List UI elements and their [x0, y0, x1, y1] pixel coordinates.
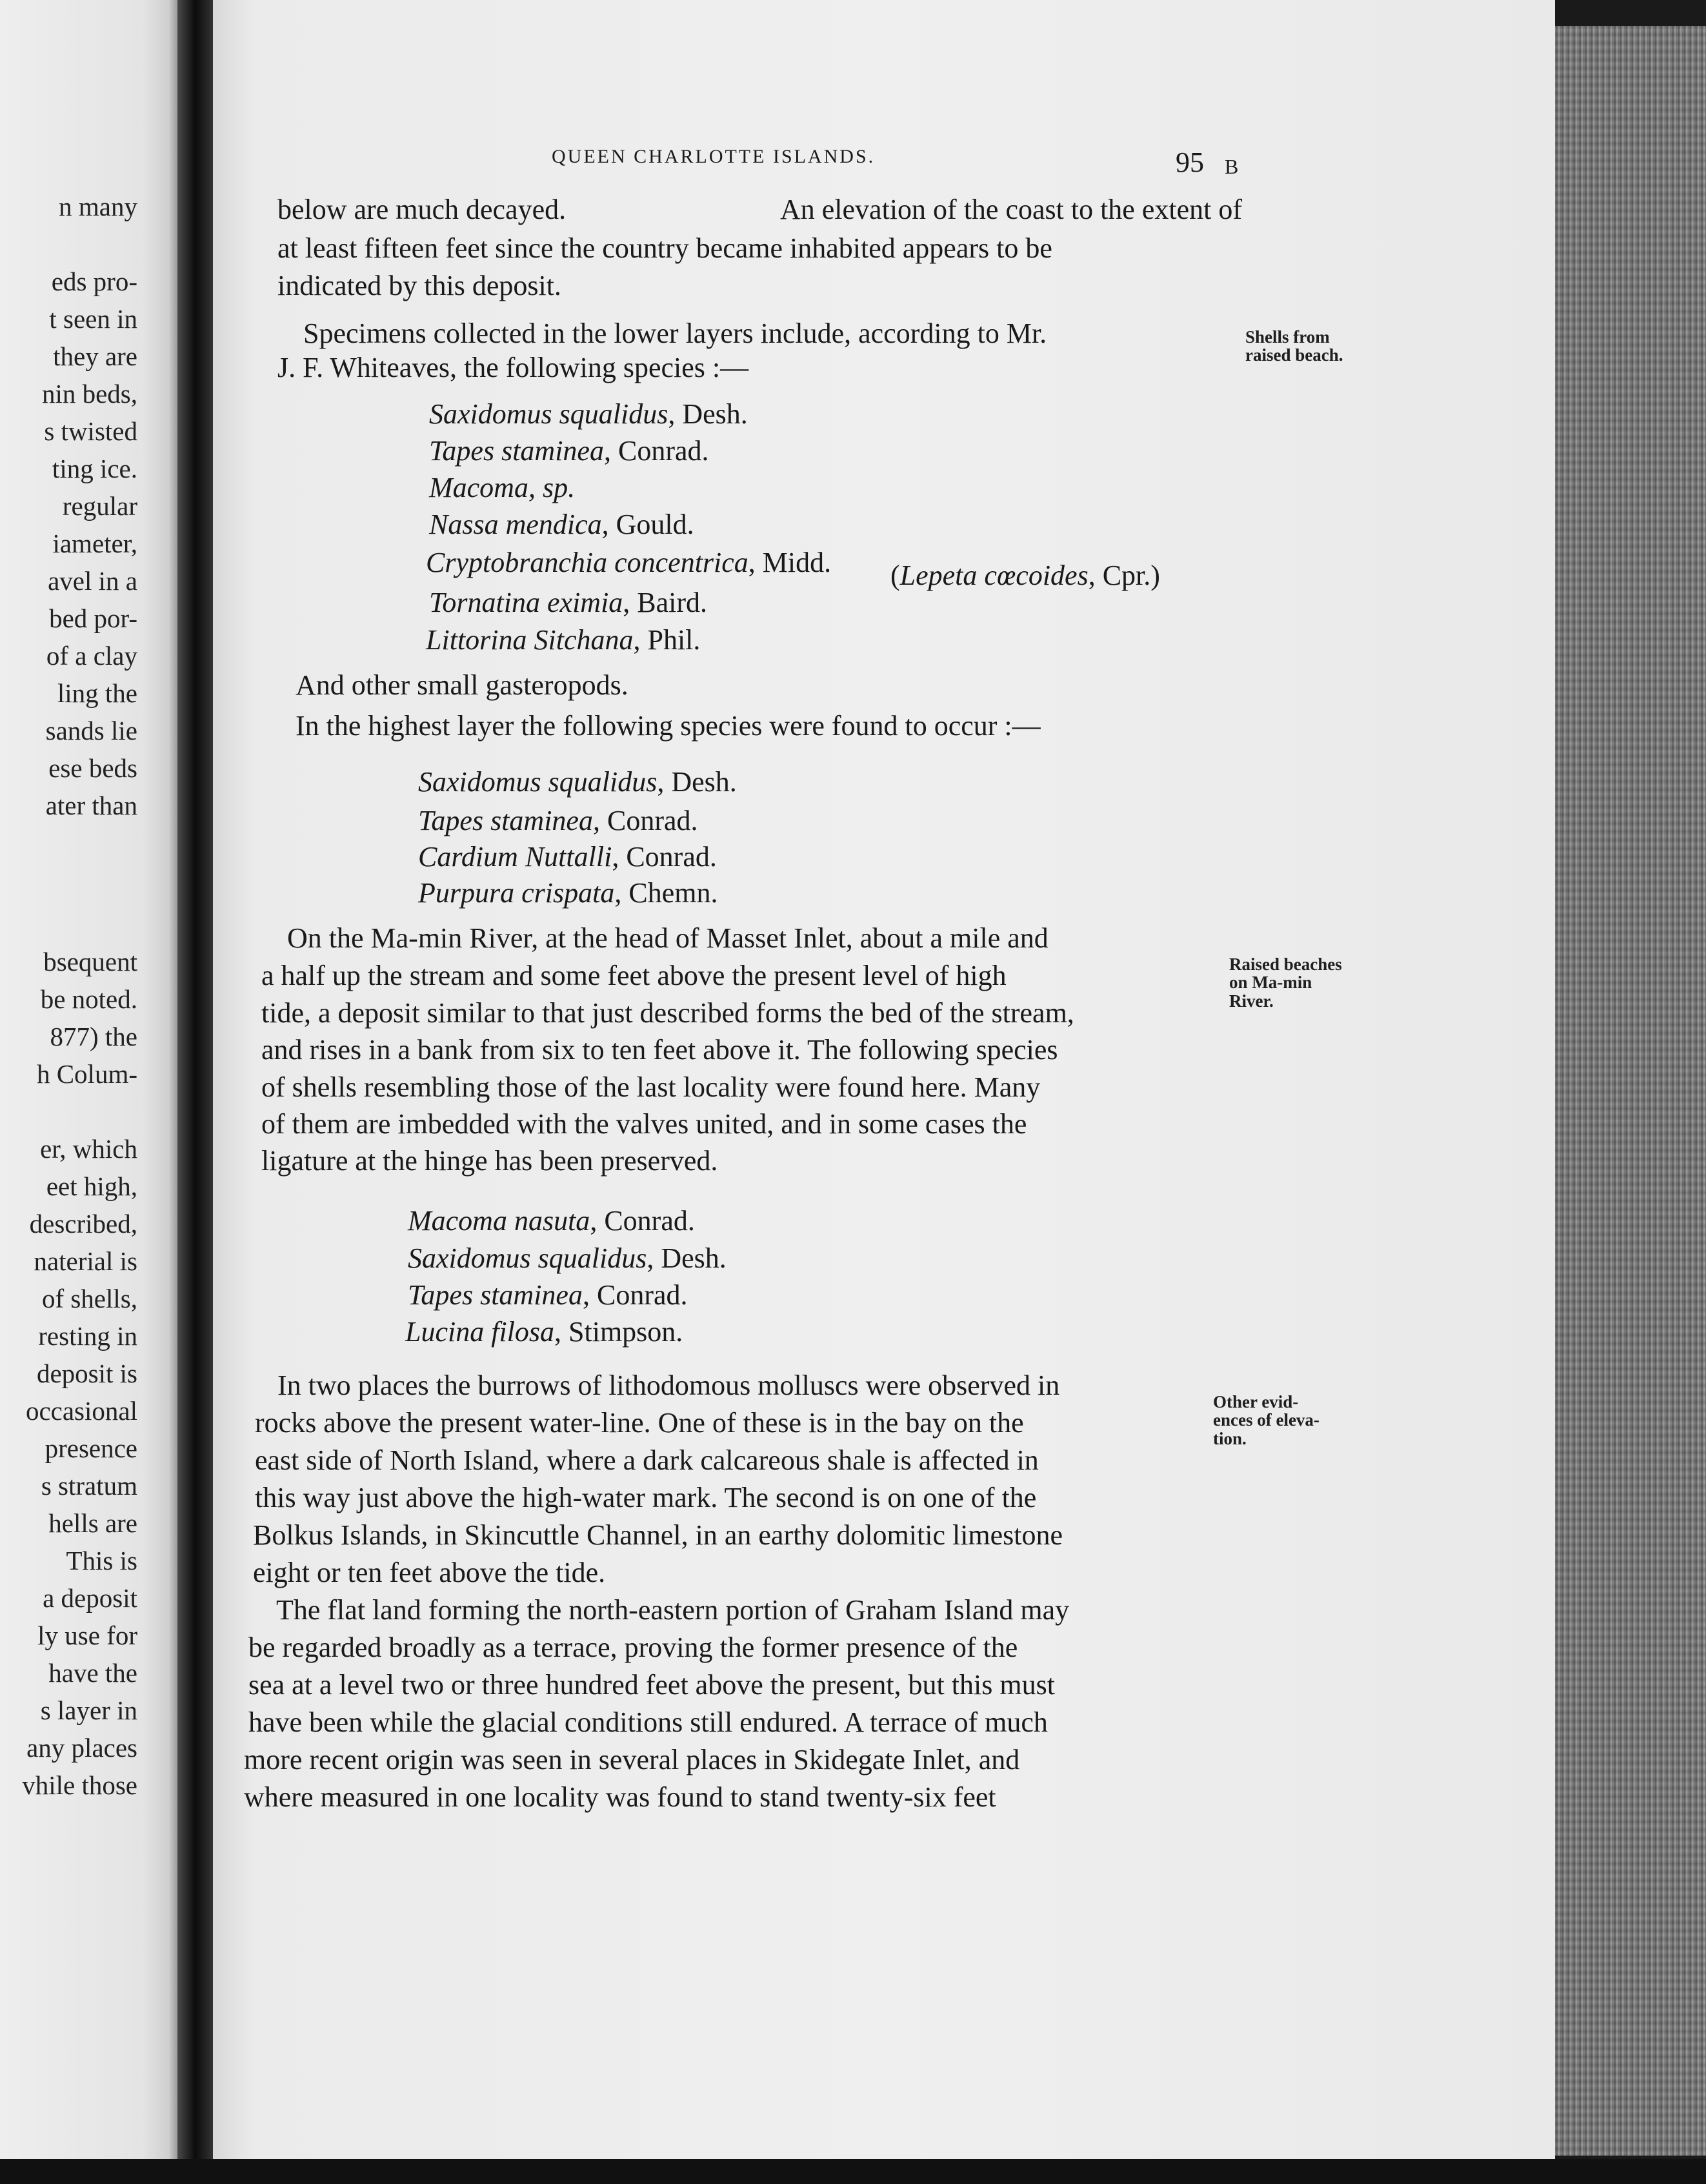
facing-line: avel in a	[48, 566, 137, 596]
facing-line: n many	[59, 192, 137, 221]
species-entry	[408, 1281, 688, 1309]
body-line: Specimens collected in the lower layers include, according to Mr.	[303, 318, 1047, 349]
species-author: , Chemn.	[614, 877, 718, 909]
species-entry	[418, 807, 698, 835]
facing-line: regular	[62, 491, 137, 521]
margin-note-line: Shells from	[1245, 327, 1330, 347]
species-author: , Conrad.	[603, 435, 709, 467]
species-author: , Conrad.	[612, 841, 717, 873]
species-entry	[418, 879, 718, 907]
body-line: indicated by this deposit.	[277, 270, 561, 301]
facing-line: sands lie	[45, 716, 137, 745]
body-line: this way just above the high-water mark. The second is on one of the	[255, 1482, 1037, 1513]
facing-line: bed por-	[49, 603, 137, 633]
species-author: , Baird.	[623, 587, 708, 618]
book-gutter	[177, 0, 213, 2184]
facing-line: described,	[29, 1209, 137, 1239]
species-name: Littorina Sitchana	[426, 624, 634, 656]
scan-border	[0, 2159, 1706, 2184]
species-author: , Conrad.	[582, 1279, 688, 1311]
body-line: and rises in a bank from six to ten feet above it. The following species	[261, 1034, 1058, 1066]
page-letter: B	[1225, 155, 1239, 178]
species-name: Lucina filosa	[405, 1316, 555, 1348]
facing-line: any places	[26, 1733, 137, 1763]
species-entry	[429, 511, 694, 539]
margin-note-shells	[1245, 328, 1343, 365]
facing-line: have the	[48, 1658, 137, 1688]
facing-line: naterial is	[34, 1246, 137, 1276]
species-author: , Cpr.)	[1088, 560, 1160, 591]
body-line: eight or ten feet above the tide.	[253, 1557, 606, 1588]
species-entry	[405, 1318, 683, 1346]
facing-line: of shells,	[41, 1284, 137, 1313]
body-line: be regarded broadly as a terrace, proving the former presence of the	[248, 1632, 1018, 1663]
facing-page-fragment	[0, 0, 177, 2184]
facing-line: h Colum-	[36, 1059, 137, 1089]
species-name: Cryptobranchia concentrica	[426, 547, 748, 578]
margin-note-line: on Ma-min	[1229, 973, 1312, 993]
body-line: east side of North Island, where a dark calcareous shale is affected in	[255, 1444, 1039, 1476]
species-name: Tapes staminea	[429, 435, 604, 467]
facing-line: ese beds	[48, 753, 137, 783]
page-number: 95	[1176, 147, 1204, 178]
body-line: And other small gasteropods.	[296, 669, 628, 701]
species-entry	[429, 474, 575, 502]
species-name: Tornatina eximia	[429, 587, 623, 618]
species-entry	[426, 626, 700, 654]
facing-line: s stratum	[41, 1471, 137, 1501]
species-entry	[426, 549, 831, 577]
species-name: Macoma nasuta	[408, 1205, 590, 1237]
facing-line: nin beds,	[41, 379, 137, 409]
facing-line: eds pro-	[51, 267, 137, 296]
margin-note-line: tion.	[1213, 1428, 1247, 1448]
body-line: On the Ma-min River, at the head of Masset Inlet, about a mile and	[287, 922, 1049, 954]
species-name: Lepeta cœcoides	[899, 560, 1089, 591]
running-head: QUEEN CHARLOTTE ISLANDS.	[552, 146, 876, 167]
margin-note-raised-beaches	[1229, 955, 1342, 1010]
facing-line: resting in	[38, 1321, 137, 1351]
facing-line: deposit is	[36, 1359, 137, 1388]
facing-line: s twisted	[44, 416, 137, 446]
species-author: , Stimpson.	[554, 1316, 683, 1348]
body-line: of them are imbedded with the valves united, and in some cases the	[261, 1108, 1027, 1140]
margin-note-other-evidences	[1213, 1393, 1320, 1448]
facing-line: occasional	[25, 1396, 137, 1426]
species-entry	[408, 1244, 727, 1273]
text-run: below are much decayed.	[277, 194, 567, 225]
species-entry	[408, 1207, 695, 1235]
species-entry	[429, 589, 707, 617]
facing-line: t seen in	[49, 304, 137, 334]
species-name: Nassa mendica	[429, 509, 602, 540]
body-line: The flat land forming the north-eastern portion of Graham Island may	[276, 1594, 1070, 1626]
facing-line: ater than	[45, 791, 137, 820]
page-block-edges	[1555, 26, 1706, 2156]
species-name: Saxidomus squalidus	[408, 1242, 647, 1274]
facing-line: bsequent	[43, 947, 137, 976]
facing-line: s layer in	[40, 1695, 137, 1725]
facing-line: This is	[66, 1546, 137, 1575]
body-line: ligature at the hinge has been preserved.	[261, 1145, 718, 1177]
facing-line: of a clay	[46, 641, 137, 671]
facing-line: ting ice.	[52, 454, 137, 483]
species-entry	[429, 437, 709, 465]
body-line: In the highest layer the following species were found to occur :—	[296, 710, 1041, 742]
facing-line: 877) the	[50, 1022, 137, 1051]
facing-line: presence	[45, 1433, 137, 1463]
species-name: Tapes staminea	[418, 805, 593, 836]
species-entry	[418, 843, 717, 871]
species-entry	[429, 400, 748, 429]
facing-line: eet high,	[46, 1171, 137, 1201]
species-author: , Conrad.	[590, 1205, 695, 1237]
species-name: Saxidomus squalidus	[418, 766, 657, 798]
facing-line: be noted.	[40, 984, 137, 1014]
body-line: where measured in one locality was found to stand twenty-six feet	[244, 1781, 996, 1813]
body-line: J. F. Whiteaves, the following species :—	[277, 352, 749, 383]
species-author: , Desh.	[657, 766, 737, 798]
margin-note-line: River.	[1229, 991, 1274, 1011]
body-line: a half up the stream and some feet above the present level of high	[261, 960, 1007, 991]
facing-line: hells are	[48, 1508, 137, 1538]
body-line: sea at a level two or three hundred feet above the present, but this must	[248, 1669, 1055, 1701]
margin-note-line: ences of eleva-	[1213, 1410, 1320, 1430]
synonym-note	[890, 561, 1160, 590]
facing-line: they are	[53, 341, 137, 371]
species-name: Purpura crispata	[418, 877, 615, 909]
body-line: at least fifteen feet since the country became inhabited appears to be	[277, 232, 1052, 264]
body-line: tide, a deposit similar to that just described forms the bed of the stream,	[261, 997, 1074, 1029]
species-author: , Midd.	[748, 547, 832, 578]
species-author: , Desh.	[668, 398, 748, 430]
species-author: , Desh.	[647, 1242, 727, 1274]
body-line: rocks above the present water-line. One of these is in the bay on the	[255, 1407, 1024, 1439]
body-line: more recent origin was seen in several places in Skidegate Inlet, and	[244, 1744, 1020, 1775]
margin-note-line: Other evid-	[1213, 1392, 1299, 1411]
species-author: , Conrad.	[592, 805, 698, 836]
facing-line: ling the	[57, 678, 137, 708]
facing-line: a deposit	[43, 1583, 137, 1613]
margin-note-line: Raised beaches	[1229, 955, 1342, 974]
facing-line: iameter,	[52, 529, 137, 558]
species-name: Tapes staminea	[408, 1279, 583, 1311]
text-run: An elevation of the coast to the extent of	[780, 194, 1242, 225]
facing-line: ly use for	[37, 1621, 137, 1650]
body-line: have been while the glacial conditions still endured. A terrace of much	[248, 1706, 1048, 1738]
synonym-open: (	[890, 560, 900, 591]
facing-line: er, which	[40, 1134, 137, 1164]
body-line: In two places the burrows of lithodomous molluscs were observed in	[277, 1370, 1060, 1401]
species-author: , Phil.	[633, 624, 701, 656]
body-line: Bolkus Islands, in Skincuttle Channel, in an earthy dolomitic limestone	[253, 1519, 1063, 1551]
facing-line: vhile those	[22, 1770, 137, 1800]
species-entry	[418, 768, 737, 796]
margin-note-line: raised beach.	[1245, 345, 1343, 365]
species-name: Saxidomus squalidus	[429, 398, 668, 430]
species-author: , Gould.	[601, 509, 694, 540]
species-name: Macoma, sp.	[429, 472, 576, 503]
body-line: of shells resembling those of the last locality were found here. Many	[261, 1071, 1041, 1103]
species-name: Cardium Nuttalli	[418, 841, 612, 873]
body-line	[277, 196, 1242, 224]
